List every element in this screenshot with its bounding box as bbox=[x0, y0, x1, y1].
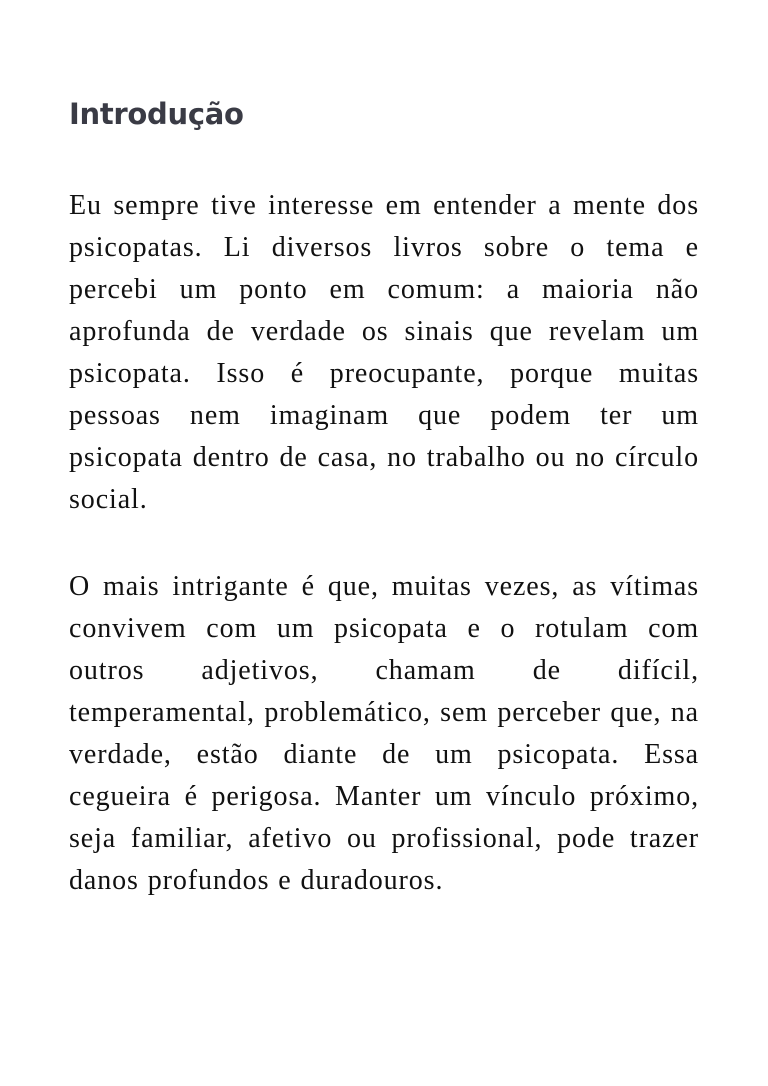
page-title: Introdução bbox=[69, 97, 244, 131]
paragraph-2: O mais intrigante é que, muitas vezes, as vítimas convivem com um psicopata e o rotulam com outros adjetivos, chamam de difícil, temperamental, problemático, sem perceber que, na verdade, estão diante de um psicopata. Essa cegueira é perigosa. Manter um vínculo próximo, seja familiar, afetivo ou profissional, pode trazer danos profundos e duradouros. bbox=[69, 571, 699, 896]
paragraph-1: Eu sempre tive interesse em entender a mente dos psicopatas. Li diversos livros sobre o tema e percebi um ponto em comum: a maioria não aprofunda de verdade os sinais que revelam um psicopata. Isso é preocupante, porque muitas pessoas nem imaginam que podem ter um psicopata dentro de casa, no trabalho ou no círculo social. bbox=[69, 190, 699, 515]
